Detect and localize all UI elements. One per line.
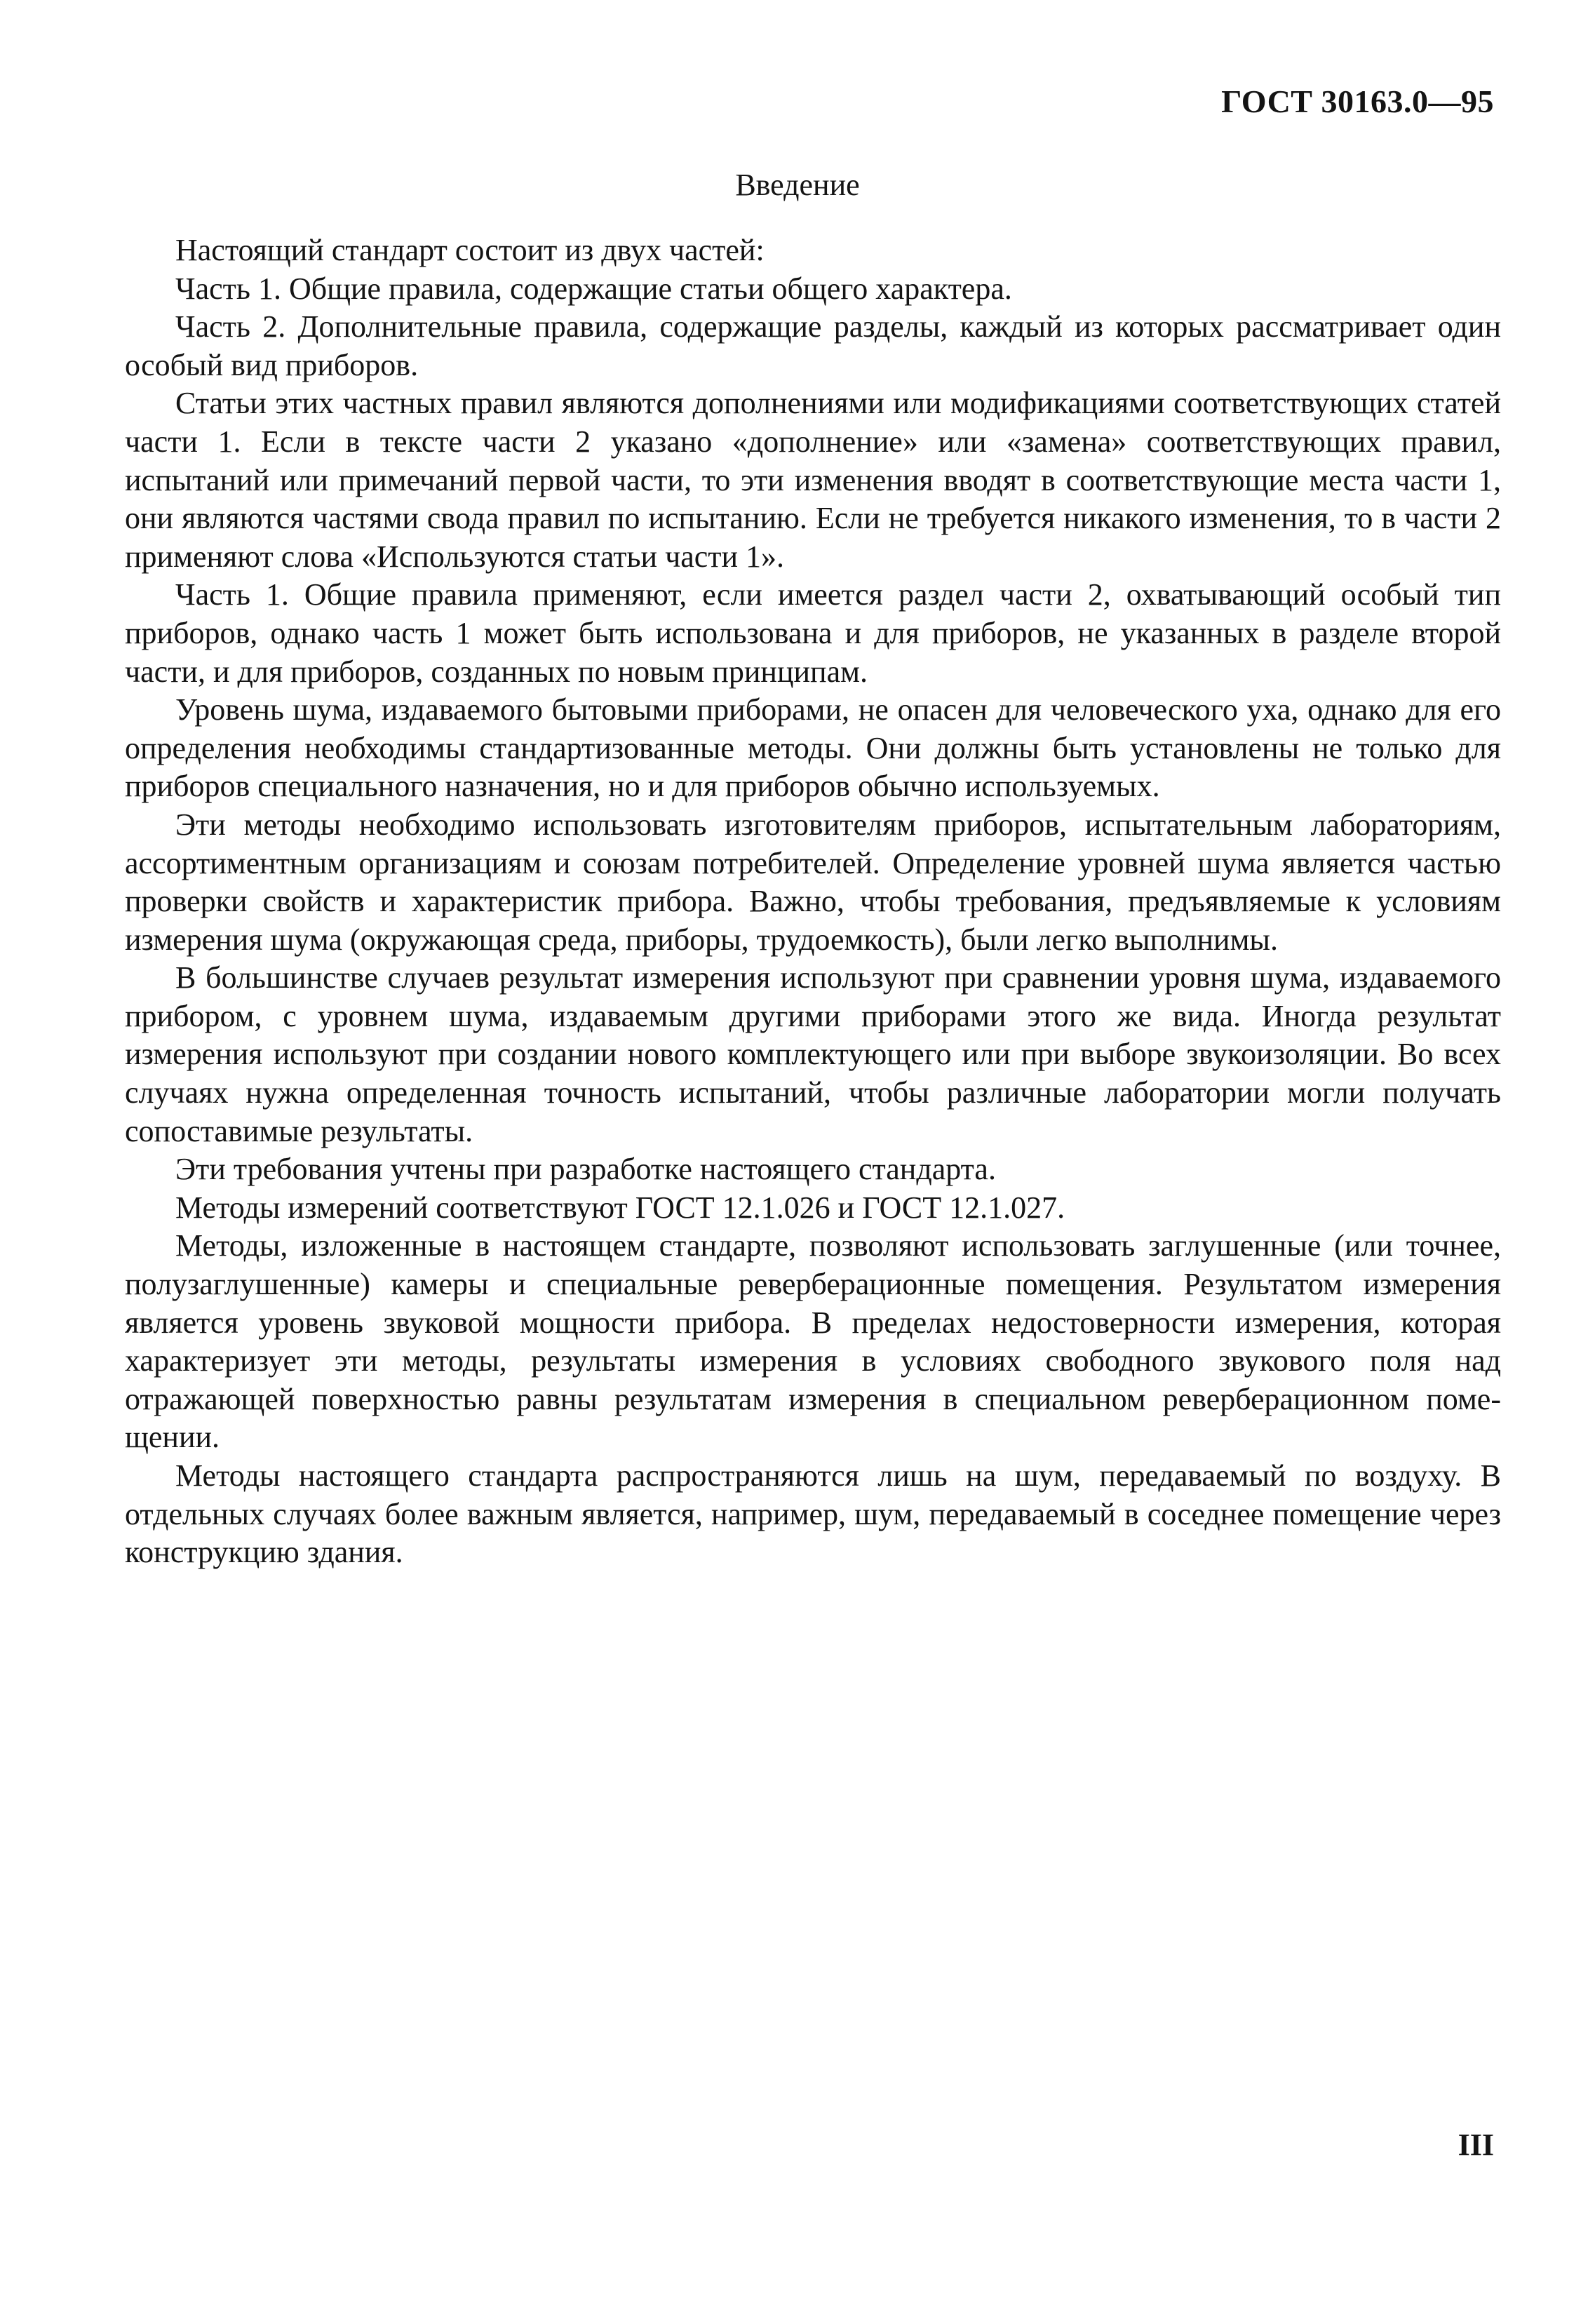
paragraph: Эти требования учтены при разработке настоящего стандарта.: [175, 1152, 996, 1187]
section-title: Введение: [735, 168, 860, 202]
paragraph: Настоящий стандарт состоит из двух частей:: [175, 233, 765, 267]
paragraph: Методы настоящего стандарта распространяются лишь на шум, передаваемый по воздуху. В отдельных случаях более важным является, например, шум, передаваемый в соседнее помещение через конструкцию здания.: [125, 1458, 1501, 1570]
paragraph: Эти методы необходимо использовать изготовителям приборов, испытательным лабораториям, ассортиментным организациям и союзам потребителей. Определение уровней шума является частью проверки свойств и характеристик прибора. Важно, чтобы требования, предъявляемые к условиям измерения шума (окружающая среда, приборы, трудоемкость), были легко выполнимы.: [125, 807, 1501, 957]
paragraph: Методы, изложенные в настоящем стандарте, позволяют использовать заглушенные (или точнее, полузаглушенные) камеры и специальные реверберационные помещения. Результатом измерения является уровень звуковой мощности прибора. В пределах недостоверности измерения, которая характеризует эти методы, результаты измерения в условиях свободного звукового поля над отражающей поверхностью равны результатам измерения в специальном реверберационном помещении.: [125, 1228, 1501, 1455]
introduction-body: [125, 231, 1501, 1572]
paragraph: Часть 1. Общие правила, содержащие статьи общего характера.: [175, 271, 1012, 306]
paragraph: В большинстве случаев результат измерения используют при сравнении уровня шума, издаваемого прибором, с уровнем шума, издаваемым другими приборами этого же вида. Иногда результат измерения используют при создании нового комплектующего или при выборе звукоизоляции. Во всех случаях нужна определенная точность испытаний, чтобы различные лаборатории могли получать сопоставимые результаты.: [125, 960, 1501, 1148]
page-number: III: [1458, 2128, 1494, 2162]
document-number-header: ГОСТ 30163.0—95: [1221, 83, 1494, 119]
paragraph: Часть 1. Общие правила применяют, если имеется раздел части 2, охватывающий особый тип приборов, однако часть 1 может быть использована и для приборов, не указанных в разделе второй части, и для приборов, созданных по новым принципам.: [125, 577, 1501, 689]
paragraph: Уровень шума, издаваемого бытовыми приборами, не опасен для человеческого уха, однако для его определения необходимы стандартизованные методы. Они должны быть установлены не только для приборов специального назначения, но и для приборов обычно используемых.: [125, 692, 1501, 804]
paragraph: Часть 2. Дополнительные правила, содержащие разделы, каждый из которых рассматривает один особый вид приборов.: [125, 309, 1501, 382]
paragraph: Статьи этих частных правил являются дополнениями или модификациями соответствующих статей части 1. Если в тексте части 2 указано «дополнение» или «замена» соответствующих правил, испытаний или примечаний первой части, то эти изменения вводят в соответствующие места части 1, они являются частями свода правил по испытанию. Если не требуется никакого изменения, то в части 2 применяют слова «Используются статьи части 1».: [125, 386, 1501, 574]
paragraph: Методы измерений соответствуют ГОСТ 12.1.026 и ГОСТ 12.1.027.: [175, 1190, 1065, 1225]
